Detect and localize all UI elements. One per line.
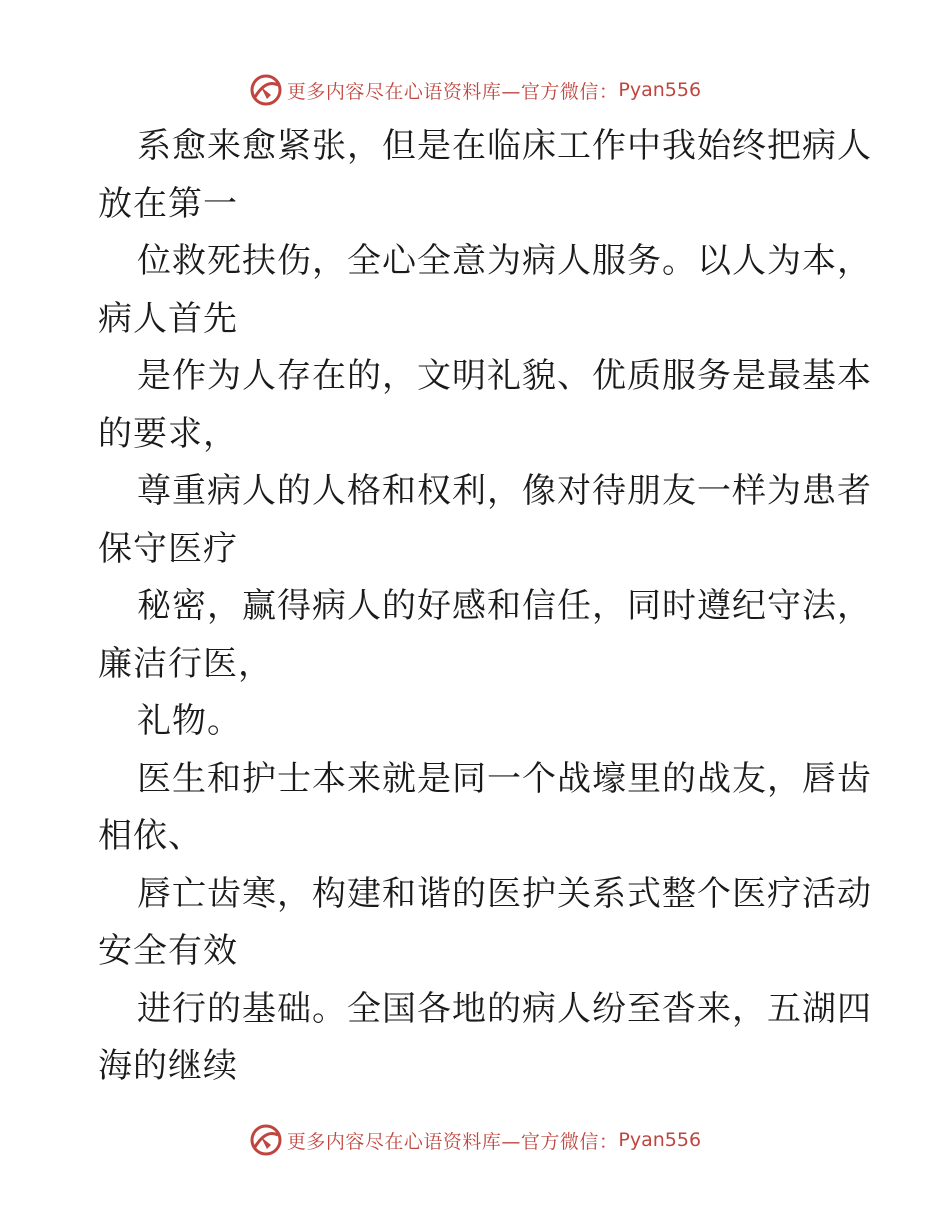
text-line: 系愈来愈紧张，但是在临床工作中我始终把病人 <box>137 126 872 166</box>
text-line: 保守医疗 <box>98 528 238 569</box>
text-line: 放在第一 <box>98 183 238 224</box>
text-line: 廉洁行医， <box>98 643 273 684</box>
text-line: 进行的基础。全国各地的病人纷至沓来，五湖四 <box>137 988 872 1029</box>
text-line: 病人首先 <box>98 298 238 339</box>
text-line: 的要求， <box>98 413 238 454</box>
text-line: 医生和护士本来就是同一个战壕里的战友，唇齿 <box>137 758 872 799</box>
text-line: 唇亡齿寒，构建和谐的医护关系式整个医疗活动 <box>137 873 872 914</box>
text-line: 位救死扶伤，全心全意为病人服务。以人为本， <box>137 241 872 281</box>
logo-icon <box>249 73 283 107</box>
text-line: 秘密，赢得病人的好感和信任，同时遵纪守法， <box>137 586 872 626</box>
footer-watermark <box>0 1120 950 1160</box>
watermark-site-text: 更多内容尽在心语资料库—官方微信： <box>286 1130 619 1153</box>
text-line: 相依、 <box>98 816 203 856</box>
watermark-wechat-id: Pyan556 <box>618 79 702 101</box>
text-line: 礼物。 <box>137 701 242 741</box>
text-line: 海的继续 <box>98 1046 238 1086</box>
logo-icon <box>249 1123 283 1157</box>
text-line: 尊重病人的人格和权利，像对待朋友一样为患者 <box>137 471 872 511</box>
text-line: 安全有效 <box>98 931 238 971</box>
text-line: 是作为人存在的，文明礼貌、优质服务是最基本 <box>137 356 872 396</box>
watermark-site-text: 更多内容尽在心语资料库—官方微信： <box>286 80 619 103</box>
header-watermark <box>0 70 950 110</box>
document-body <box>98 118 872 1096</box>
watermark-wechat-id: Pyan556 <box>618 1129 702 1151</box>
